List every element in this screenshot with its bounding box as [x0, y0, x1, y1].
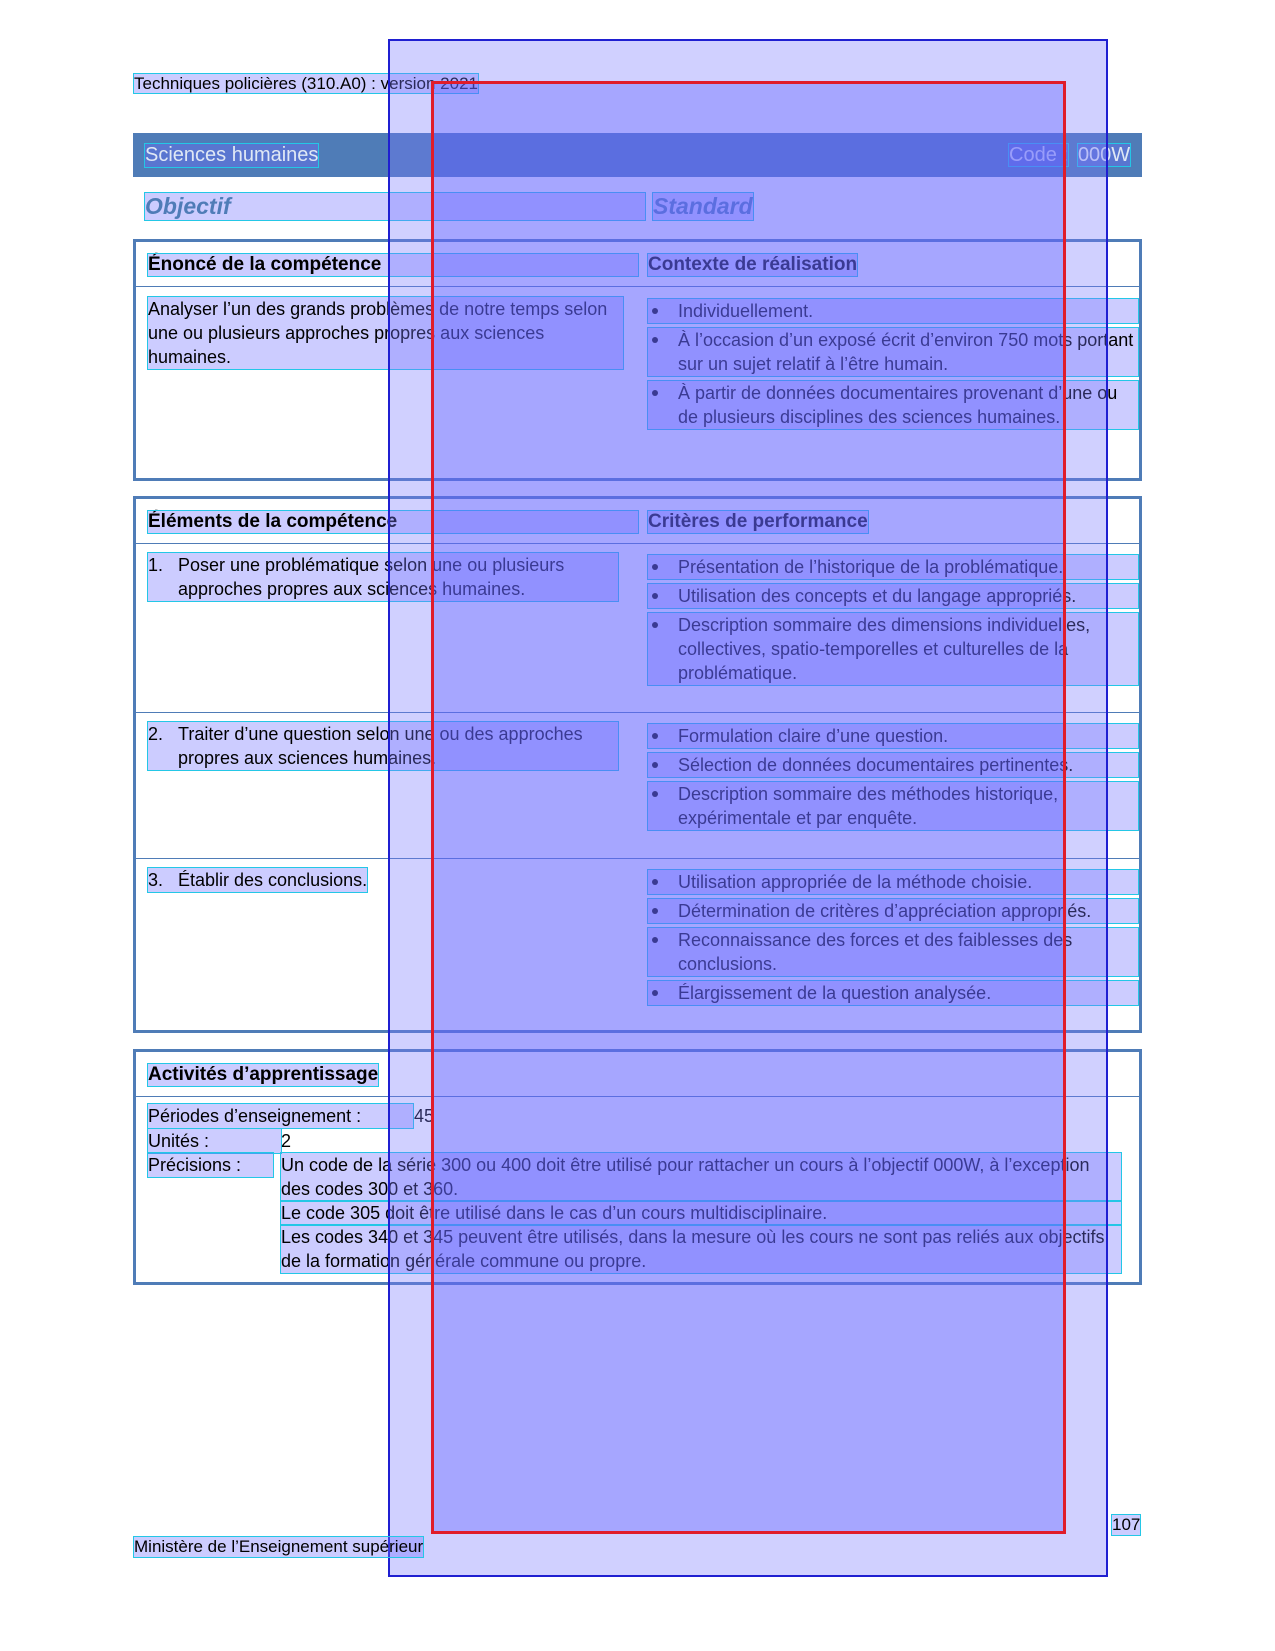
list-item: Description sommaire des dimensions individuelles, collectives, spatio-temporelles et culturelles de la problématique. — [648, 613, 1138, 685]
course-code-value: 000W — [1077, 144, 1131, 166]
contexte-heading: Contexte de réalisation — [648, 254, 858, 275]
precision-line: Le code 305 doit être utilisé dans le cas d’un cours multidisciplinaire. — [281, 1201, 1121, 1225]
list-item: Sélection de données documentaires pertinentes. — [648, 753, 1138, 777]
criteres-heading: Critères de performance — [648, 511, 868, 532]
unites-value: 2 — [281, 1131, 292, 1151]
page-number: 107 — [1112, 1515, 1141, 1534]
elements-heading: Éléments de la compétence — [148, 511, 638, 533]
list-item: Reconnaissance des forces et des faiblesses des conclusions. — [648, 928, 1138, 976]
enonce-heading: Énoncé de la compétence — [148, 254, 638, 276]
precision-line: Les codes 340 et 345 peuvent être utilisés, dans la mesure où les cours ne sont pas reliés aux objectifs de la formation générale commune ou propre. — [281, 1225, 1121, 1273]
list-item: Description sommaire des méthodes historique, expérimentale et par enquête. — [648, 782, 1138, 830]
heading-objectif: Objectif — [145, 193, 645, 220]
document-header: Techniques policières (310.A0) : version 2021 — [134, 74, 478, 93]
enonce-text: Analyser l’un des grands problèmes de notre temps selon une ou plusieurs approches propres aux sciences humaines. — [148, 297, 623, 369]
activites-heading: Activités d’apprentissage — [148, 1064, 379, 1085]
precision-line: Un code de la série 300 ou 400 doit être utilisé pour rattacher un cours à l’objectif 000W, à l’exception des codes 300 et 360. — [281, 1153, 1121, 1201]
unites-label: Unités : — [148, 1129, 281, 1153]
element-number: 3. — [148, 870, 164, 890]
periodes-label: Périodes d’enseignement : — [148, 1104, 413, 1128]
list-item: Détermination de critères d’appréciation appropriés. — [648, 899, 1138, 923]
element-number: 1. — [148, 555, 164, 575]
footer-ministry: Ministère de l’Enseignement supérieur — [134, 1537, 424, 1556]
precisions-label: Précisions : — [148, 1153, 273, 1177]
element-text: Poser une problématique selon une ou plusieurs approches propres aux sciences humaines. — [148, 553, 618, 601]
list-item: À l’occasion d’un exposé écrit d’environ 750 mots portant sur un sujet relatif à l’être humain. — [648, 328, 1138, 376]
list-item: Présentation de l’historique de la problématique. — [648, 555, 1138, 579]
element-text: Établir des conclusions. — [148, 868, 367, 892]
list-item: Élargissement de la question analysée. — [648, 981, 1138, 1005]
list-item: Formulation claire d’une question. — [648, 724, 1138, 748]
annotation-region-inner — [431, 81, 1066, 1534]
list-item: Utilisation des concepts et du langage appropriés. — [648, 584, 1138, 608]
heading-standard: Standard — [653, 193, 753, 219]
element-text: Traiter d’une question selon une ou des approches propres aux sciences humaines. — [148, 722, 618, 770]
list-item: Utilisation appropriée de la méthode choisie. — [648, 870, 1138, 894]
list-item: À partir de données documentaires provenant d’une ou de plusieurs disciplines des sciences humaines. — [648, 381, 1138, 429]
periodes-value: 45 — [414, 1106, 435, 1126]
element-number: 2. — [148, 724, 164, 744]
course-title: Sciences humaines — [145, 144, 319, 166]
course-code-label: Code : — [1009, 144, 1068, 166]
list-item: Individuellement. — [648, 299, 1138, 323]
